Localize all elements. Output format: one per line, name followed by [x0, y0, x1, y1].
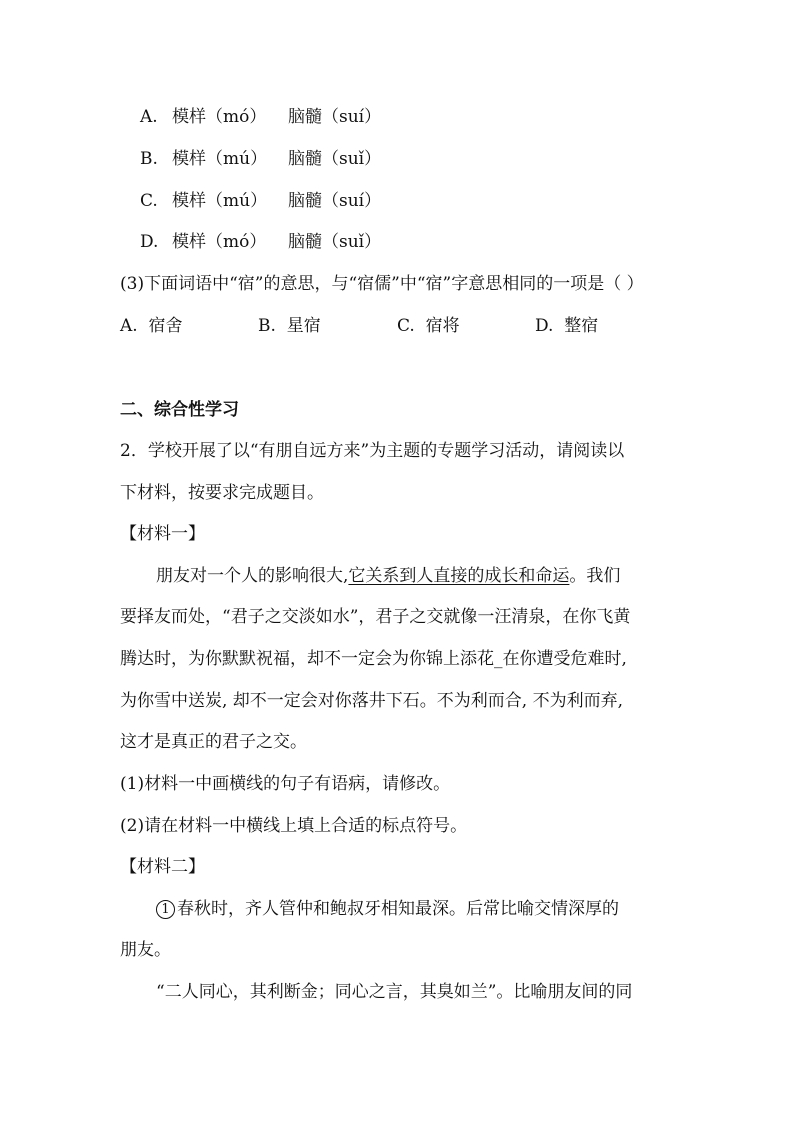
material-1-line-1 — [156, 565, 620, 587]
material-2-line-2: 朋友。 — [120, 940, 171, 960]
option-label: D. — [140, 232, 159, 252]
option-c-row — [140, 190, 381, 212]
option-label: B. — [140, 149, 158, 169]
circled-number-one: 1 — [156, 900, 175, 919]
option-word-2: 脑髓（suǐ） — [288, 232, 382, 252]
section-heading: 二、综合性学习 — [120, 400, 239, 420]
option-word-1: 模样（mú） — [172, 149, 268, 169]
option-label: A. — [120, 316, 138, 336]
material-2-title: 【材料二】 — [120, 857, 205, 877]
q3-option-a — [120, 315, 183, 337]
question-3-options — [120, 315, 680, 337]
option-word-1: 模样（mú） — [172, 191, 268, 211]
material-1-line-5: 这才是真正的君子之交。 — [120, 732, 307, 752]
option-a-row — [140, 106, 381, 128]
option-label: A. — [140, 107, 158, 127]
option-text: 宿舍 — [148, 316, 183, 336]
option-b-row — [140, 148, 381, 170]
material-1-title: 【材料一】 — [120, 524, 205, 544]
material-1-line-4: 为你雪中送炭, 却不一定会对你落井下石。不为利而合, 不为利而弃, — [120, 691, 624, 711]
material-2-line-1 — [156, 898, 619, 920]
option-label: B. — [258, 316, 276, 336]
q3-option-c — [397, 315, 460, 337]
option-text: 整宿 — [564, 316, 599, 336]
material-1-line-3: 腾达时，为你默默祝福，却不一定会为你锦上添花_在你遭受危难时, — [120, 649, 627, 669]
option-word-2: 脑髓（suí） — [288, 191, 382, 211]
option-label: C. — [140, 191, 158, 211]
option-text: 宿将 — [425, 316, 460, 336]
question-3-stem: (3)下面词语中“宿”的意思，与“宿儒”中“宿”字意思相同的一项是（ ） — [120, 274, 644, 294]
material-2-line-3: “二人同心，其利断金；同心之言，其臭如兰”。比喻朋友间的同 — [156, 982, 633, 1002]
sub-question-1: (1)材料一中画横线的句子有语病，请修改。 — [120, 774, 451, 794]
option-d-row — [140, 231, 381, 253]
q3-option-b — [258, 315, 321, 337]
question-2-intro-line-2: 下材料，按要求完成题目。 — [120, 483, 324, 503]
option-word-2: 脑髓（suǐ） — [288, 149, 382, 169]
option-label: D. — [535, 316, 554, 336]
q3-option-d — [535, 315, 598, 337]
option-text: 星宿 — [286, 316, 321, 336]
underlined-sentence: 它关系到人直接的成长和命运 — [348, 566, 570, 586]
option-label: C. — [397, 316, 415, 336]
option-word-1: 模样（mó） — [172, 232, 267, 252]
text-segment: 春秋时，齐人管仲和鲍叔牙相知最深。后常比喻交情深厚的 — [177, 899, 619, 919]
sub-question-2: (2)请在材料一中横线上填上合适的标点符号。 — [120, 816, 468, 836]
question-2-intro-line-1: 2．学校开展了以“有朋自远方来”为主题的专题学习活动，请阅读以 — [120, 441, 625, 461]
option-word-2: 脑髓（suí） — [288, 107, 382, 127]
option-word-1: 模样（mó） — [172, 107, 267, 127]
material-1-line-2: 要择友而处，“君子之交淡如水”，君子之交就像一汪清泉，在你飞黄 — [120, 607, 631, 627]
text-segment: 。我们 — [569, 566, 621, 586]
text-segment: 朋友对一个人的影响很大, — [156, 566, 349, 586]
